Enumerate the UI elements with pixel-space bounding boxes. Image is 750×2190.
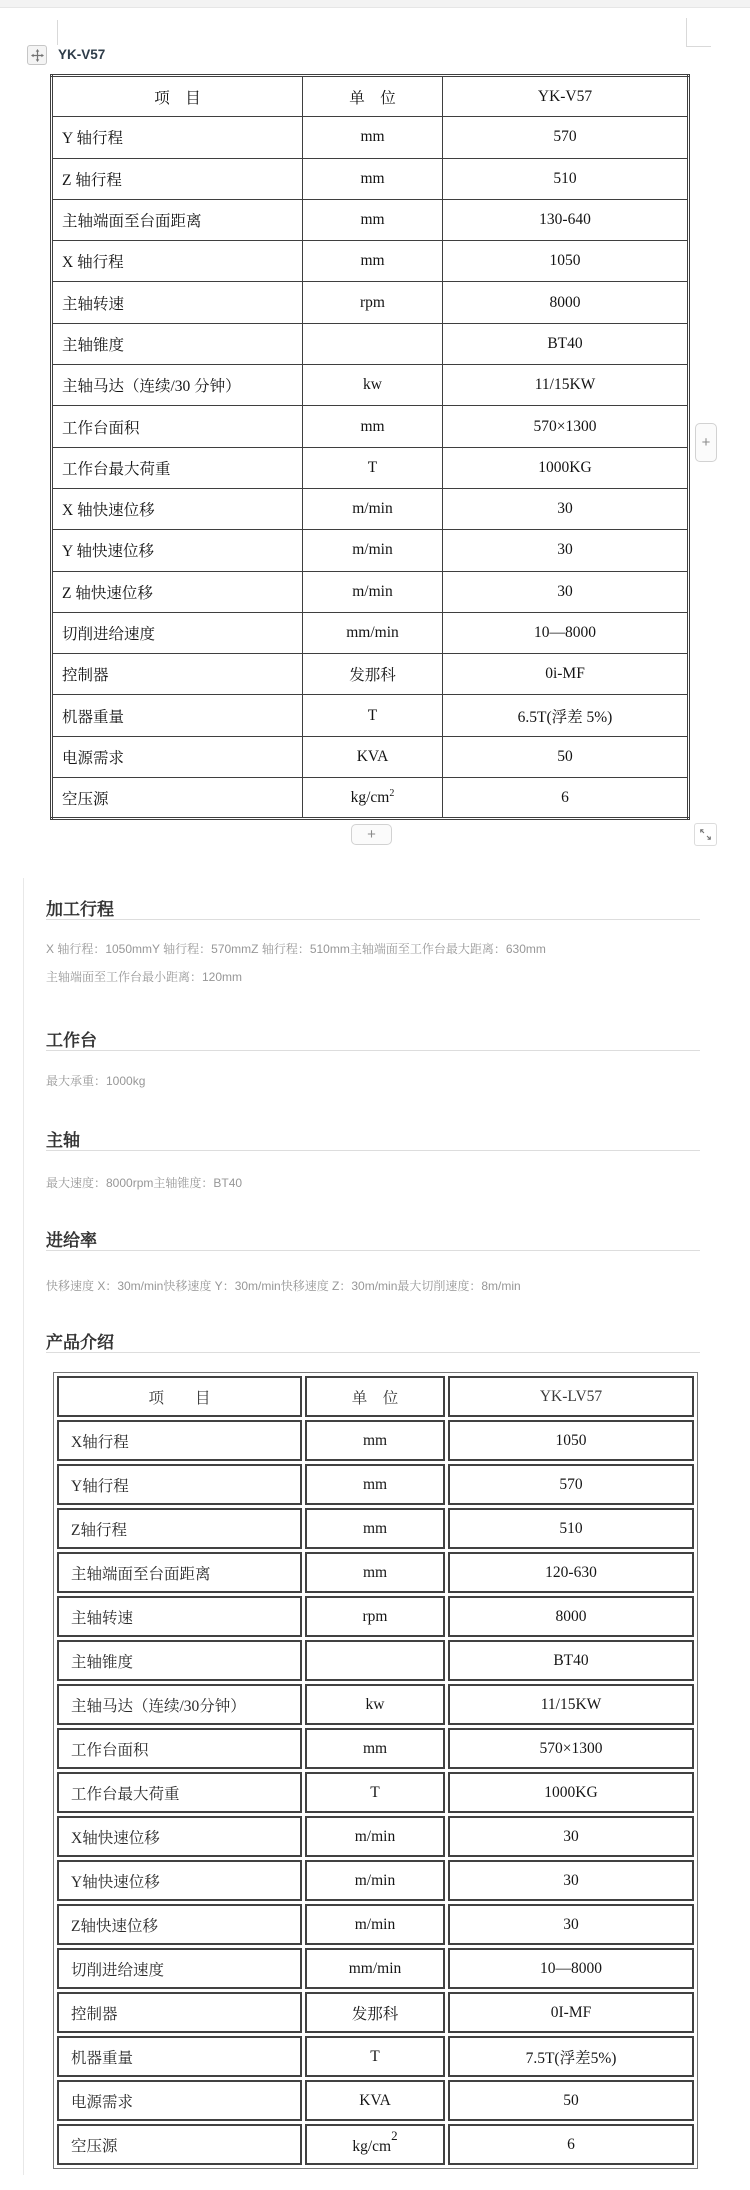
row-value-cell[interactable]: 6.5T(浮差 5%) xyxy=(443,695,689,736)
table-row xyxy=(52,241,689,282)
add-row-button[interactable]: + xyxy=(351,824,392,845)
table-row xyxy=(52,530,689,571)
row-value-cell: 6 xyxy=(448,2124,694,2165)
table-row xyxy=(57,1816,694,1857)
row-unit-cell[interactable]: $kg/cm^2$ xyxy=(303,778,443,819)
add-column-button[interactable]: + xyxy=(695,423,717,462)
header-item-cell[interactable]: 项 目 xyxy=(52,76,303,117)
table-title-label: YK-V57 xyxy=(58,47,106,62)
table-row xyxy=(57,1772,694,1813)
row-unit-cell: rpm xyxy=(305,1596,445,1637)
table-header-row xyxy=(52,76,689,117)
unit-superscript: 2 xyxy=(391,2127,398,2143)
row-unit-cell: kw xyxy=(305,1684,445,1725)
row-unit-cell: 发那科 xyxy=(305,1992,445,2033)
section-divider xyxy=(46,1250,700,1251)
row-value-cell: 30 xyxy=(448,1816,694,1857)
section-paragraph: 主轴端面至工作台最小距离：120mm xyxy=(46,970,243,984)
row-label-cell: 主轴马达（连续/30分钟） xyxy=(57,1684,302,1725)
section-title-spindle: 主轴 xyxy=(46,1131,80,1150)
row-value-cell: 30 xyxy=(448,1904,694,1945)
row-unit-cell[interactable] xyxy=(303,323,443,364)
row-unit-cell: mm xyxy=(305,1420,445,1461)
row-unit-cell: $kg/cm^2$ xyxy=(305,2124,445,2165)
row-unit-cell: mm xyxy=(305,1508,445,1549)
row-value-cell[interactable]: 6 xyxy=(443,778,689,819)
row-label-cell: 空压源 xyxy=(57,2124,302,2165)
section-title-machining-travel: 加工行程 xyxy=(46,900,114,919)
table-row xyxy=(52,406,689,447)
section-title-product-intro: 产品介绍 xyxy=(46,1333,114,1352)
row-unit-cell[interactable]: mm xyxy=(303,199,443,240)
expand-icon xyxy=(699,828,712,841)
row-value-cell[interactable]: 30 xyxy=(443,571,689,612)
row-label-cell[interactable]: 主轴转速 xyxy=(52,282,303,323)
text-boundary-mark-right xyxy=(686,46,711,47)
section-divider xyxy=(46,1150,700,1151)
table-header-row xyxy=(57,1376,694,1417)
row-label-cell: Y轴快速位移 xyxy=(57,1860,302,1901)
row-value-cell: 1000KG xyxy=(448,1772,694,1813)
row-unit-cell: mm xyxy=(305,1552,445,1593)
row-value-cell: 11/15KW xyxy=(448,1684,694,1725)
row-unit-cell[interactable]: T xyxy=(303,447,443,488)
row-label-cell: X轴行程 xyxy=(57,1420,302,1461)
row-value-cell: 10—8000 xyxy=(448,1948,694,1989)
row-unit-cell[interactable]: mm xyxy=(303,117,443,158)
row-unit-cell[interactable]: mm xyxy=(303,406,443,447)
row-value-cell[interactable]: BT40 xyxy=(443,323,689,364)
row-label-cell[interactable]: 工作台最大荷重 xyxy=(52,447,303,488)
row-label-cell[interactable]: 空压源 xyxy=(52,778,303,819)
section-paragraph: 最大速度：8000rpm主轴锥度：BT40 xyxy=(46,1176,243,1190)
section-title-worktable: 工作台 xyxy=(46,1031,97,1050)
row-label-cell[interactable]: 控制器 xyxy=(52,654,303,695)
row-unit-cell[interactable]: T xyxy=(303,695,443,736)
table-row xyxy=(52,736,689,777)
expand-table-button[interactable] xyxy=(694,823,717,846)
table-row xyxy=(52,199,689,240)
row-label-cell[interactable]: 切削进给速度 xyxy=(52,612,303,653)
spec-table-document xyxy=(50,74,690,820)
row-label-cell: 工作台最大荷重 xyxy=(57,1772,302,1813)
unit-superscript: 2 xyxy=(389,788,395,800)
section-paragraph: X 轴行程：1050mmY 轴行程：570mmZ 轴行程：510mm主轴端面至工作台最大距离：630mm xyxy=(46,942,546,956)
table-row xyxy=(57,2036,694,2077)
row-label-cell[interactable]: X 轴快速位移 xyxy=(52,488,303,529)
row-unit-cell xyxy=(305,1640,445,1681)
row-unit-cell: mm xyxy=(305,1464,445,1505)
row-unit-cell[interactable]: mm xyxy=(303,158,443,199)
row-value-cell: 0I-MF xyxy=(448,1992,694,2033)
text-boundary-mark-right xyxy=(686,18,687,47)
header-item-cell: 项 目 xyxy=(57,1376,302,1417)
section-divider xyxy=(46,919,700,920)
row-value-cell[interactable]: 30 xyxy=(443,488,689,529)
row-value-cell: 120-630 xyxy=(448,1552,694,1593)
row-unit-cell[interactable]: m/min xyxy=(303,488,443,529)
table-row xyxy=(57,1684,694,1725)
table-row xyxy=(52,447,689,488)
row-unit-cell: mm xyxy=(305,1728,445,1769)
table-row xyxy=(52,695,689,736)
row-unit-cell: T xyxy=(305,1772,445,1813)
table-row xyxy=(52,612,689,653)
row-label-cell[interactable]: Z 轴快速位移 xyxy=(52,571,303,612)
section-paragraph: 最大承重：1000kg xyxy=(46,1074,146,1088)
row-value-cell[interactable]: 570 xyxy=(443,117,689,158)
row-value-cell: 7.5T(浮差5%) xyxy=(448,2036,694,2077)
row-label-cell[interactable]: 主轴马达（连续/30 分钟） xyxy=(52,365,303,406)
row-value-cell: BT40 xyxy=(448,1640,694,1681)
row-label-cell[interactable]: Y 轴行程 xyxy=(52,117,303,158)
table-row xyxy=(57,2080,694,2121)
row-unit-cell: KVA xyxy=(305,2080,445,2121)
row-value-cell[interactable]: 570×1300 xyxy=(443,406,689,447)
row-label-cell[interactable]: 主轴端面至台面距离 xyxy=(52,199,303,240)
table-row xyxy=(57,1596,694,1637)
row-label-cell[interactable]: 机器重量 xyxy=(52,695,303,736)
row-value-cell[interactable]: 130-640 xyxy=(443,199,689,240)
table-row xyxy=(57,1508,694,1549)
row-unit-cell[interactable]: mm xyxy=(303,241,443,282)
table-row xyxy=(52,117,689,158)
row-value-cell[interactable]: 10—8000 xyxy=(443,612,689,653)
table-row xyxy=(57,1728,694,1769)
table-row xyxy=(52,778,689,819)
table-row xyxy=(52,158,689,199)
content-left-border xyxy=(23,878,24,2175)
row-value-cell: 30 xyxy=(448,1860,694,1901)
table-row xyxy=(57,1420,694,1461)
row-unit-cell: T xyxy=(305,2036,445,2077)
row-value-cell[interactable]: 0i-MF xyxy=(443,654,689,695)
table-row xyxy=(52,323,689,364)
row-label-cell: 主轴转速 xyxy=(57,1596,302,1637)
table-row xyxy=(57,1904,694,1945)
row-unit-cell[interactable]: KVA xyxy=(303,736,443,777)
row-value-cell: 1050 xyxy=(448,1420,694,1461)
row-unit-cell[interactable]: 发那科 xyxy=(303,654,443,695)
row-unit-cell[interactable]: mm/min xyxy=(303,612,443,653)
section-divider xyxy=(46,1352,700,1353)
row-label-cell[interactable]: 工作台面积 xyxy=(52,406,303,447)
row-value-cell[interactable]: 11/15KW xyxy=(443,365,689,406)
header-unit-cell[interactable]: 单 位 xyxy=(303,76,443,117)
row-label-cell: 机器重量 xyxy=(57,2036,302,2077)
header-unit-cell: 单 位 xyxy=(305,1376,445,1417)
row-label-cell[interactable]: 电源需求 xyxy=(52,736,303,777)
move-icon xyxy=(31,49,44,62)
row-label-cell: 控制器 xyxy=(57,1992,302,2033)
row-value-cell: 50 xyxy=(448,2080,694,2121)
row-label-cell: 切削进给速度 xyxy=(57,1948,302,1989)
row-label-cell[interactable]: 主轴锥度 xyxy=(52,323,303,364)
section-paragraph: 快移速度 X：30m/min快移速度 Y：30m/min快移速度 Z：30m/min最大切削速度：8m/min xyxy=(46,1279,521,1293)
table-row xyxy=(57,1860,694,1901)
row-value-cell: 8000 xyxy=(448,1596,694,1637)
row-unit-cell: mm/min xyxy=(305,1948,445,1989)
row-label-cell[interactable]: Y 轴快速位移 xyxy=(52,530,303,571)
row-label-cell: 主轴锥度 xyxy=(57,1640,302,1681)
row-unit-cell[interactable]: rpm xyxy=(303,282,443,323)
table-row xyxy=(57,1948,694,1989)
row-value-cell[interactable]: 1000KG xyxy=(443,447,689,488)
section-divider xyxy=(46,1050,700,1051)
row-unit-cell[interactable]: m/min xyxy=(303,571,443,612)
header-model-cell: YK-LV57 xyxy=(448,1376,694,1417)
header-model-cell[interactable]: YK-V57 xyxy=(443,76,689,117)
table-row xyxy=(57,2124,694,2165)
table-row xyxy=(57,1464,694,1505)
table-row xyxy=(57,1552,694,1593)
row-value-cell[interactable]: 510 xyxy=(443,158,689,199)
row-value-cell: 570×1300 xyxy=(448,1728,694,1769)
row-value-cell[interactable]: 1050 xyxy=(443,241,689,282)
row-label-cell: X轴快速位移 xyxy=(57,1816,302,1857)
row-value-cell[interactable]: 8000 xyxy=(443,282,689,323)
toolbar-bottom-edge xyxy=(0,0,750,8)
table-row xyxy=(52,654,689,695)
section-title-feed-rate: 进给率 xyxy=(46,1231,97,1250)
table-row xyxy=(52,571,689,612)
row-value-cell: 510 xyxy=(448,1508,694,1549)
row-label-cell: 主轴端面至台面距离 xyxy=(57,1552,302,1593)
row-unit-cell: m/min xyxy=(305,1816,445,1857)
table-row xyxy=(52,282,689,323)
table-row xyxy=(57,1640,694,1681)
row-label-cell[interactable]: X 轴行程 xyxy=(52,241,303,282)
row-value-cell[interactable]: 50 xyxy=(443,736,689,777)
row-unit-cell[interactable]: kw xyxy=(303,365,443,406)
row-label-cell: 电源需求 xyxy=(57,2080,302,2121)
spec-table-web xyxy=(53,1372,698,2169)
row-unit-cell: m/min xyxy=(305,1860,445,1901)
row-unit-cell: m/min xyxy=(305,1904,445,1945)
row-value-cell: 570 xyxy=(448,1464,694,1505)
row-label-cell: 工作台面积 xyxy=(57,1728,302,1769)
row-label-cell[interactable]: Z 轴行程 xyxy=(52,158,303,199)
row-label-cell: Z轴行程 xyxy=(57,1508,302,1549)
row-label-cell: Y轴行程 xyxy=(57,1464,302,1505)
table-row xyxy=(52,488,689,529)
row-unit-cell[interactable]: m/min xyxy=(303,530,443,571)
table-row xyxy=(57,1992,694,2033)
table-row xyxy=(52,365,689,406)
row-value-cell[interactable]: 30 xyxy=(443,530,689,571)
text-boundary-mark-left xyxy=(57,20,58,45)
row-label-cell: Z轴快速位移 xyxy=(57,1904,302,1945)
table-move-handle-button[interactable] xyxy=(27,45,47,65)
